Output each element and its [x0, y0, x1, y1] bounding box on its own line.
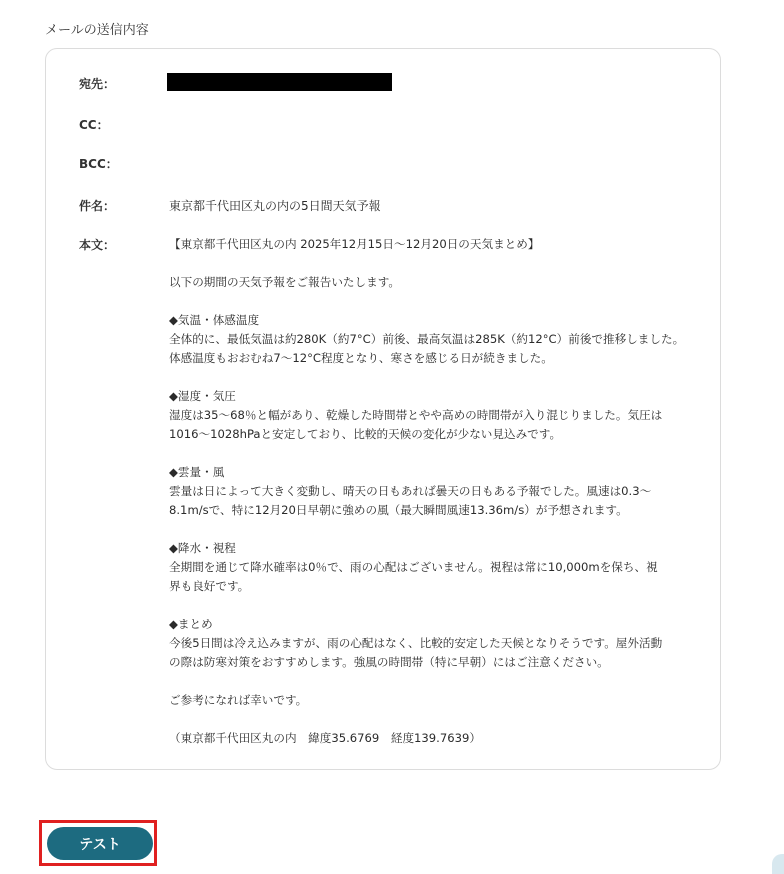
bcc-label: BCC：	[79, 157, 118, 171]
body-line: ◆降水・視程	[169, 541, 236, 555]
body-paragraph	[169, 273, 699, 292]
body-paragraph	[169, 729, 699, 748]
body-line: ◆湿度・気圧	[169, 389, 236, 403]
subject-label: 件名：	[79, 199, 116, 213]
body-line: 雲量は日によって大きく変動し、晴天の日もあれば曇天の日もある予報でした。風速は0.3〜	[169, 484, 652, 498]
body-line: 全期間を通じて降水確率は0％で、雨の心配はございません。視程は常に10,000mを保ち、視	[169, 560, 658, 574]
body-paragraph	[169, 615, 699, 672]
section-title: メールの送信内容	[45, 23, 149, 38]
body-paragraph	[169, 311, 699, 368]
body-line: 体感温度もおおむね7〜12°C程度となり、寒さを感じる日が続きました。	[169, 351, 553, 365]
body-line: ご参考になれば幸いです。	[169, 693, 308, 707]
body-paragraph	[169, 387, 699, 444]
body-label: 本文：	[79, 238, 116, 252]
redacted-recipient	[167, 73, 392, 91]
body-line: 今後5日間は冷え込みますが、雨の心配はなく、比較的安定した天候となりそうです。屋外活動	[169, 636, 663, 650]
email-content-card	[45, 48, 721, 770]
test-button[interactable]: テスト	[47, 827, 153, 860]
subject-value: 東京都千代田区丸の内の5日間天気予報	[169, 199, 381, 213]
email-body	[169, 235, 699, 767]
body-line: ◆まとめ	[169, 617, 213, 631]
body-line: 以下の期間の天気予報をご報告いたします。	[169, 275, 400, 289]
body-line: ◆雲量・風	[169, 465, 225, 479]
body-paragraph	[169, 463, 699, 520]
body-line: 湿度は35〜68％と幅があり、乾燥した時間帯とやや高めの時間帯が入り混じりました。気圧は	[169, 408, 663, 422]
body-line: 1016〜1028hPaと安定しており、比較的天候の変化が少ない見込みです。	[169, 427, 562, 441]
to-label: 宛先：	[79, 77, 116, 91]
body-line: （東京都千代田区丸の内 緯度35.6769 経度139.7639）	[169, 731, 481, 745]
cc-label: CC：	[79, 118, 109, 132]
body-line: ◆気温・体感温度	[169, 313, 260, 327]
body-line: の際は防寒対策をおすすめします。強風の時間帯（特に早朝）にはご注意ください。	[169, 655, 609, 669]
body-paragraph	[169, 691, 699, 710]
body-line: 全体的に、最低気温は約280K（約7°C）前後、最高気温は285K（約12°C）前後で推移しました。	[169, 332, 685, 346]
body-line: 8.1m/sで、特に12月20日早朝に強めの風（最大瞬間風速13.36m/s）が予想されます。	[169, 503, 628, 517]
body-paragraph	[169, 539, 699, 596]
chat-widget-edge[interactable]	[772, 854, 784, 874]
body-line: 界も良好です。	[169, 579, 250, 593]
body-paragraph	[169, 235, 699, 254]
body-line: 【東京都千代田区丸の内 2025年12月15日〜12月20日の天気まとめ】	[169, 237, 540, 251]
